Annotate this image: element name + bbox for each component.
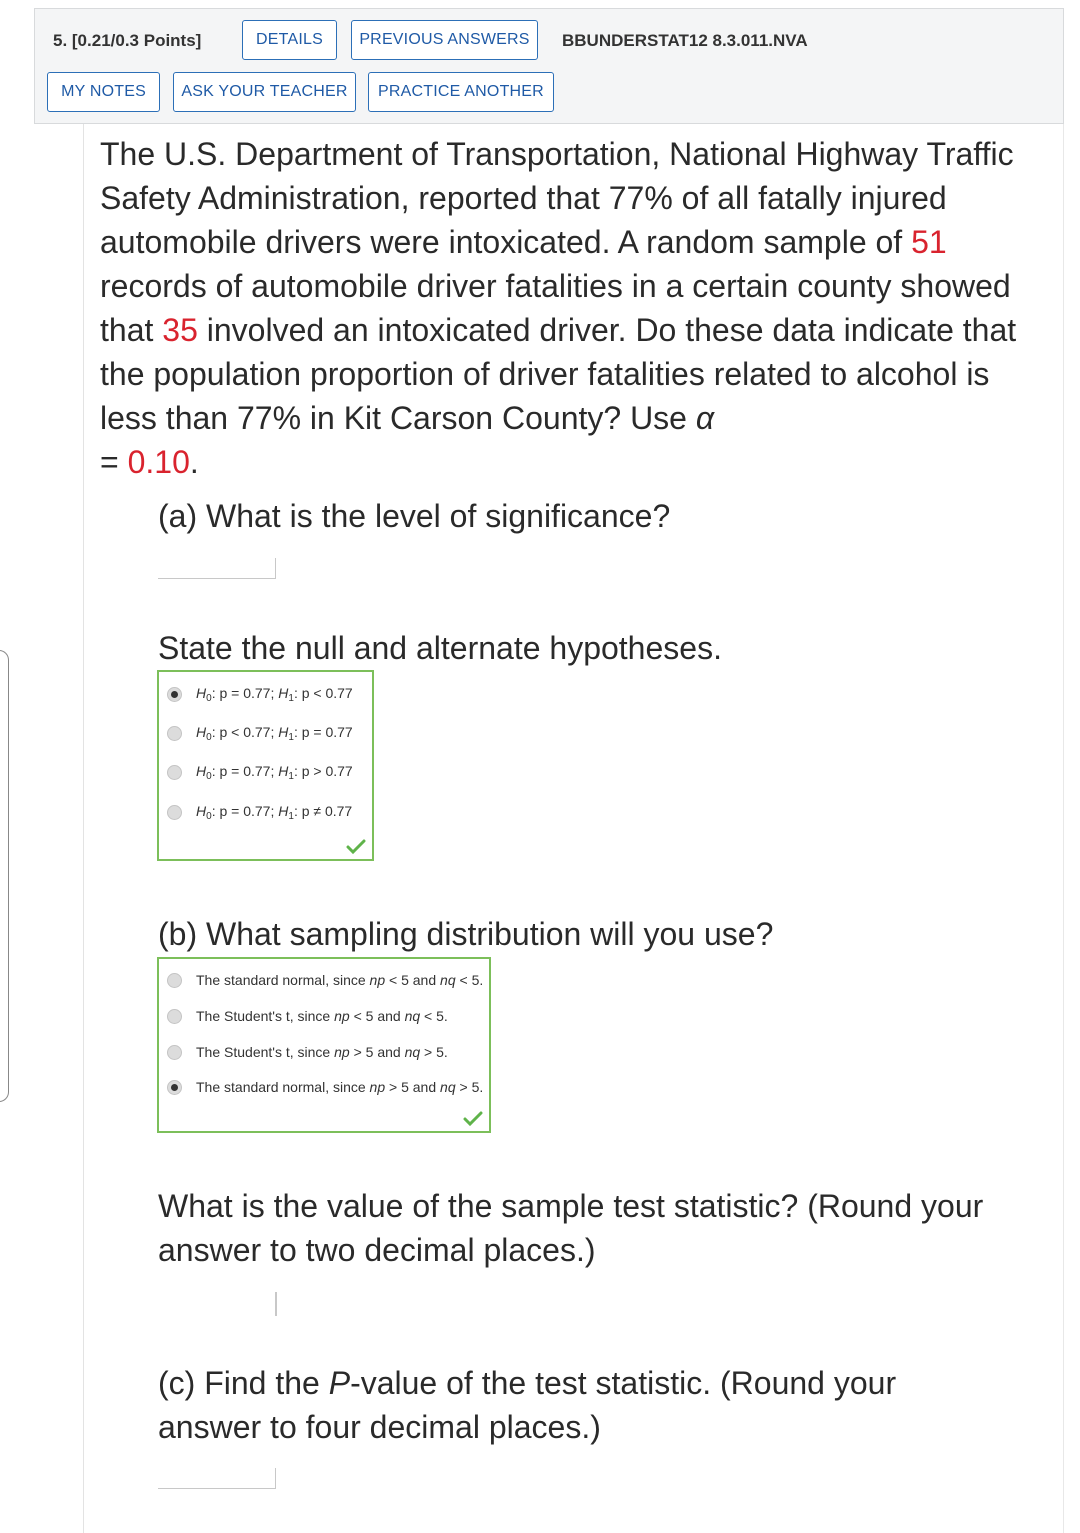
distribution-option[interactable]: The Student's t, since np < 5 and nq < 5. [167, 1008, 448, 1024]
radio-button[interactable] [167, 726, 182, 741]
distribution-option[interactable]: The Student's t, since np > 5 and nq > 5. [167, 1044, 448, 1060]
part-c-label: (c) Find the P-value of the test statistic. (Round your answer to four decimal places.) [158, 1365, 897, 1445]
radio-button[interactable] [167, 1009, 182, 1024]
correct-check-icon [463, 1111, 483, 1127]
ask-your-teacher-button[interactable]: ASK YOUR TEACHER [173, 72, 356, 112]
sample-count: 35 [162, 312, 198, 348]
alpha-value: 0.10 [127, 444, 190, 480]
content-left-border [83, 124, 84, 1533]
radio-button[interactable] [167, 1045, 182, 1060]
sample-size: 51 [911, 224, 947, 260]
content-right-border [1063, 124, 1064, 1533]
my-notes-button[interactable]: MY NOTES [47, 72, 160, 112]
radio-button[interactable] [167, 765, 182, 780]
alpha-symbol: α [695, 400, 715, 436]
question-header [34, 8, 1064, 124]
question-number: 5. [0.21/0.3 Points] [53, 31, 202, 50]
correct-check-icon [346, 839, 366, 855]
question-text: The U.S. Department of Transportation, National Highway Traffic Safety Administration, reported that 77% of all fatally injured automobile drivers were intoxicated. A random sample of 51 records of automobile driver fatalities in a certain county showed that 35 involved an intoxicated driver. Do these data indicate that the population proportion of driver fatalities related to alcohol is less than 77% in Kit Carson County? Use α = 0.10. [100, 136, 1017, 480]
radio-button[interactable] [167, 973, 182, 988]
hypothesis-option[interactable]: $H_0$: p = 0.77; $H_1$: p ≠ 0.77 [167, 803, 352, 822]
distribution-option[interactable]: The standard normal, since np < 5 and nq < 5. [167, 972, 483, 988]
radio-button[interactable] [167, 805, 182, 820]
side-scroll-bracket [0, 650, 9, 1102]
p-value-answer-input[interactable] [158, 1468, 276, 1489]
part-b-label: (b) What sampling distribution will you use? [158, 916, 774, 952]
test-statistic-label: What is the value of the sample test statistic? (Round your answer to two decimal places.) [158, 1188, 984, 1268]
radio-button-selected[interactable] [167, 1080, 182, 1095]
hypothesis-option[interactable]: $H_0$: p = 0.77; $H_1$: p < 0.77 [167, 685, 353, 704]
details-button[interactable]: DETAILS [242, 20, 337, 60]
practice-another-button[interactable]: PRACTICE ANOTHER [368, 72, 554, 112]
previous-answers-button[interactable]: PREVIOUS ANSWERS [351, 20, 538, 60]
question-id: BBUNDERSTAT12 8.3.011.NVA [562, 31, 808, 50]
distribution-option[interactable]: The standard normal, since np > 5 and nq > 5. [167, 1079, 483, 1095]
significance-answer-input[interactable] [158, 558, 276, 579]
hypotheses-choices [157, 670, 374, 861]
hypotheses-label: State the null and alternate hypotheses. [158, 630, 722, 666]
test-statistic-answer-input[interactable] [275, 1292, 277, 1316]
hypothesis-option[interactable]: $H_0$: p = 0.77; $H_1$: p > 0.77 [167, 763, 353, 782]
distribution-choices [157, 957, 491, 1133]
part-a-label: (a) What is the level of significance? [158, 498, 671, 534]
hypothesis-option[interactable]: $H_0$: p < 0.77; $H_1$: p = 0.77 [167, 724, 353, 743]
radio-button-selected[interactable] [167, 687, 182, 702]
